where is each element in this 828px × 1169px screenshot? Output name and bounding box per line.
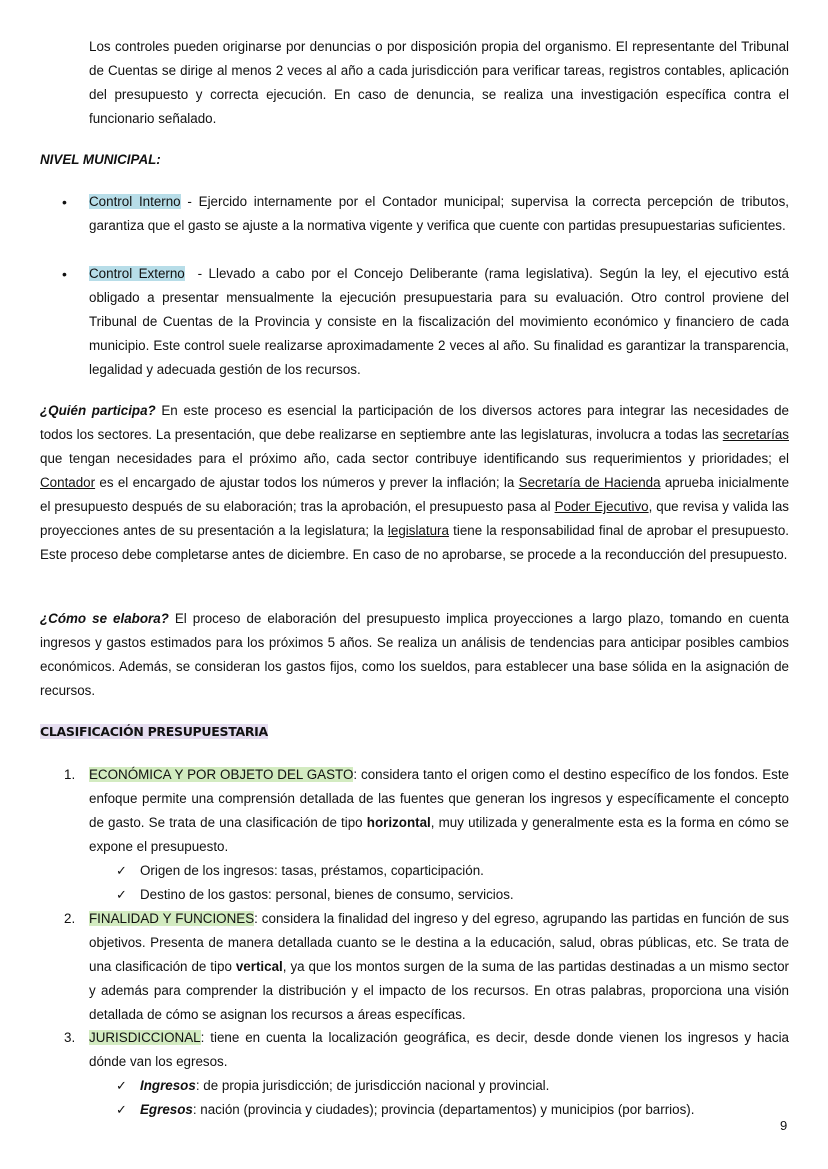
text: , muy utilizada y generalmente esta es la forma en cómo se expone el presupuesto. [89, 815, 789, 854]
item-number: 1. [64, 767, 76, 782]
text: tiene la responsabilidad final de aprobar el presupuesto. Este proceso debe completarse antes de diciembre. En caso de no aprobarse, se procede a la reconducción del presupuesto. [40, 523, 789, 562]
item-economica [89, 763, 789, 859]
text: : tiene en cuenta la localización geográfica, es decir, desde donde vienen los ingresos y hacia dónde van los egresos. [89, 1030, 789, 1069]
como-question: ¿Cómo se elabora? [40, 611, 169, 626]
term-finalidad: FINALIDAD Y FUNCIONES [89, 911, 255, 926]
text: es el encargado de ajustar todos los números y prever la inflación; la [95, 475, 519, 490]
check-icon: ✓ [116, 863, 127, 878]
clasificacion-title: CLASIFICACIÓN PRESUPUESTARIA [40, 724, 268, 739]
text: , ya que los montos surgen de la suma de las partidas destinadas a un mismo sector y además para comprender la distribución y el impacto de los recursos. En otras palabras, proporciona una visión detallada de cómo se asignan los recursos a áreas específicas. [89, 959, 789, 1022]
item-jurisdiccional [89, 1026, 789, 1074]
text: : considera la finalidad del ingreso y del egreso, agrupando las partidas en función de sus objetivos. Presenta de manera detallada cuanto se le destina a la educación, salud, obras públicas, etc. Se trata de una clasificación de tipo [89, 911, 789, 974]
text: : de propia jurisdicción; de jurisdicción nacional y provincial. [195, 1078, 550, 1093]
nivel-municipal-heading: NIVEL MUNICIPAL: [40, 152, 161, 167]
page-number: 9 [780, 1118, 788, 1133]
bullet-text: - Llevado a cabo por el Concejo Deliberante (rama legislativa). Según la ley, el ejecutivo está obligado a presentar mensualmente la ejecución presupuestaria para su evaluación. Otro control proviene del Tribunal de Cuentas de la Provincia y consiste en la fiscalización del movimiento económico y financiero de cada municipio. Este control suele realizarse aproximadamente 2 veces al año. Su finalidad es garantizar la transparencia, legalidad y adecuada gestión de los recursos. [89, 266, 793, 377]
underlined-secretaria-hacienda: Secretaría de Hacienda [518, 475, 661, 490]
bullet-mark: • [62, 266, 67, 282]
bold-egresos: Egresos [140, 1102, 193, 1117]
bold-vertical: vertical [235, 959, 283, 974]
item-finalidad [89, 907, 789, 1027]
bullet-control-interno [89, 190, 789, 238]
text: que tengan necesidades para el próximo año, cada sector contribuye identificando sus requerimientos y prioridades; el [40, 451, 789, 466]
check-item-ingresos [140, 1074, 549, 1098]
bold-horizontal: horizontal [366, 815, 431, 830]
text: , que revisa y valida las proyecciones antes de su presentación a la legislatura; la [40, 499, 789, 538]
underlined-legislatura: legislatura [387, 523, 449, 538]
item-number: 3. [64, 1030, 76, 1045]
bullet-mark: • [62, 194, 67, 210]
bullet-text: - Ejercido internamente por el Contador municipal; supervisa la correcta percepción de tributos, garantiza que el gasto se ajuste a la normativa vigente y verifica que cuente con partidas presupuestarias suficientes. [89, 194, 789, 233]
como-se-elabora-paragraph [40, 607, 789, 703]
text: aprueba inicialmente el presupuesto después de su elaboración; tras la aprobación, el presupuesto pasa al [40, 475, 790, 514]
term-control-externo: Control Externo [89, 266, 185, 281]
check-icon: ✓ [116, 887, 127, 902]
term-control-interno: Control Interno [89, 194, 181, 209]
underlined-contador: Contador [40, 475, 96, 490]
check-item-egresos [140, 1098, 694, 1122]
check-item: Destino de los gastos: personal, bienes de consumo, servicios. [140, 887, 514, 902]
text: El proceso de elaboración del presupuesto implica proyecciones a largo plazo, tomando en cuenta ingresos y gastos estimados para los próximos 5 años. Se realiza un análisis de tendencias para anticipar posibles cambios económicos. Además, se consideran los gastos fijos, como los sueldos, para establecer una base sólida en la asignación de recursos. [40, 611, 789, 698]
bullet-control-externo [89, 262, 793, 382]
check-item: Origen de los ingresos: tasas, préstamos, coparticipación. [140, 863, 484, 878]
check-icon: ✓ [116, 1078, 127, 1093]
intro-paragraph: Los controles pueden originarse por denuncias o por disposición propia del organismo. El representante del Tribunal de Cuentas se dirige al menos 2 veces al año a cada jurisdicción para verificar tareas, registros contables, aplicación del presupuesto y correcta ejecución. En caso de denuncia, se realiza una investigación específica contra el funcionario señalado. [89, 39, 789, 126]
text: : considera tanto el origen como el destino específico de los fondos. Este enfoque permite una comprensión detallada de las fuentes que generan los ingresos y específicamente el concepto de gasto. Se trata de una clasificación de tipo [89, 767, 789, 830]
term-economica: ECONÓMICA Y POR OBJETO DEL GASTO [89, 767, 354, 782]
underlined-poder-ejecutivo: Poder Ejecutivo [554, 499, 649, 514]
quien-participa-paragraph [40, 399, 789, 567]
check-icon: ✓ [116, 1102, 127, 1117]
underlined-secretarias: secretarías [722, 427, 789, 442]
clasificacion-heading [40, 722, 268, 742]
text: : nación (provincia y ciudades); provincia (departamentos) y municipios (por barrios). [192, 1102, 695, 1117]
bold-ingresos: Ingresos [140, 1078, 196, 1093]
item-number: 2. [64, 911, 76, 926]
term-jurisdiccional: JURISDICCIONAL [89, 1030, 201, 1045]
text: En este proceso es esencial la participación de los diversos actores para integrar las necesidades de todos los sectores. La presentación, que debe realizarse en septiembre ante las legislaturas, involucra a todas las [40, 403, 789, 442]
quien-question: ¿Quién participa? [40, 403, 156, 418]
